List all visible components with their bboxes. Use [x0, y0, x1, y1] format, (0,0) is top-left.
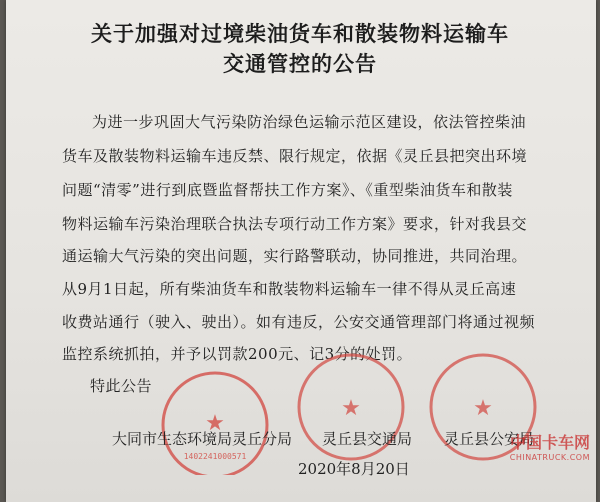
svg-text:★: ★: [341, 396, 361, 421]
body-line-7: 收费站通行（驶入、驶出）。如有违反，公安交通管理部门将通过视频: [62, 313, 536, 331]
notice-date: 2020年8月20日: [298, 460, 410, 478]
signatory-transport-bureau: 灵丘县交通局: [322, 430, 413, 448]
notice-title-line-1: 关于加强对过境柴油货车和散装物料运输车: [91, 21, 509, 46]
environment-bureau-seal: [150, 365, 280, 475]
signatory-public-security-bureau: 灵丘县公安局: [444, 430, 535, 448]
notice-title-line-2: 交通管控的公告: [223, 51, 377, 76]
site-watermark: [510, 430, 590, 462]
body-line-2: 货车及散装物料运输车违反禁、限行规定，依据《灵丘县把突出环境: [62, 147, 528, 165]
body-line-4: 物料运输车污染治理联合执法专项行动工作方案》要求，针对我县交: [62, 215, 528, 233]
body-line-5: 通运输大气污染的突出问题，实行路警联动，协同推进，共同治理。: [62, 247, 528, 265]
signatory-environment-bureau: 大同市生态环境局灵丘分局: [112, 430, 293, 448]
seal-number: 1402241000571: [183, 452, 247, 461]
body-line-6: 从9月1日起，所有柴油货车和散装物料运输车一律不得从灵丘高速: [62, 280, 517, 298]
body-line-8: 监控系统抓拍，并予以罚款200元、记3分的处罚。: [62, 345, 413, 363]
body-line-3: 问题“清零”进行到底暨监督帮扶工作方案》、《重型柴油货车和散装: [62, 181, 513, 199]
svg-text:★: ★: [205, 411, 225, 436]
body-line-1: 为进一步巩固大气污染防治绿色运输示范区建设，依法管控柴油: [92, 113, 527, 131]
watermark-cn: 中国卡车网: [509, 433, 590, 452]
closing-line: 特此公告: [90, 377, 153, 395]
watermark-en: CHINATRUCK.COM: [509, 453, 590, 462]
svg-text:★: ★: [473, 396, 493, 421]
